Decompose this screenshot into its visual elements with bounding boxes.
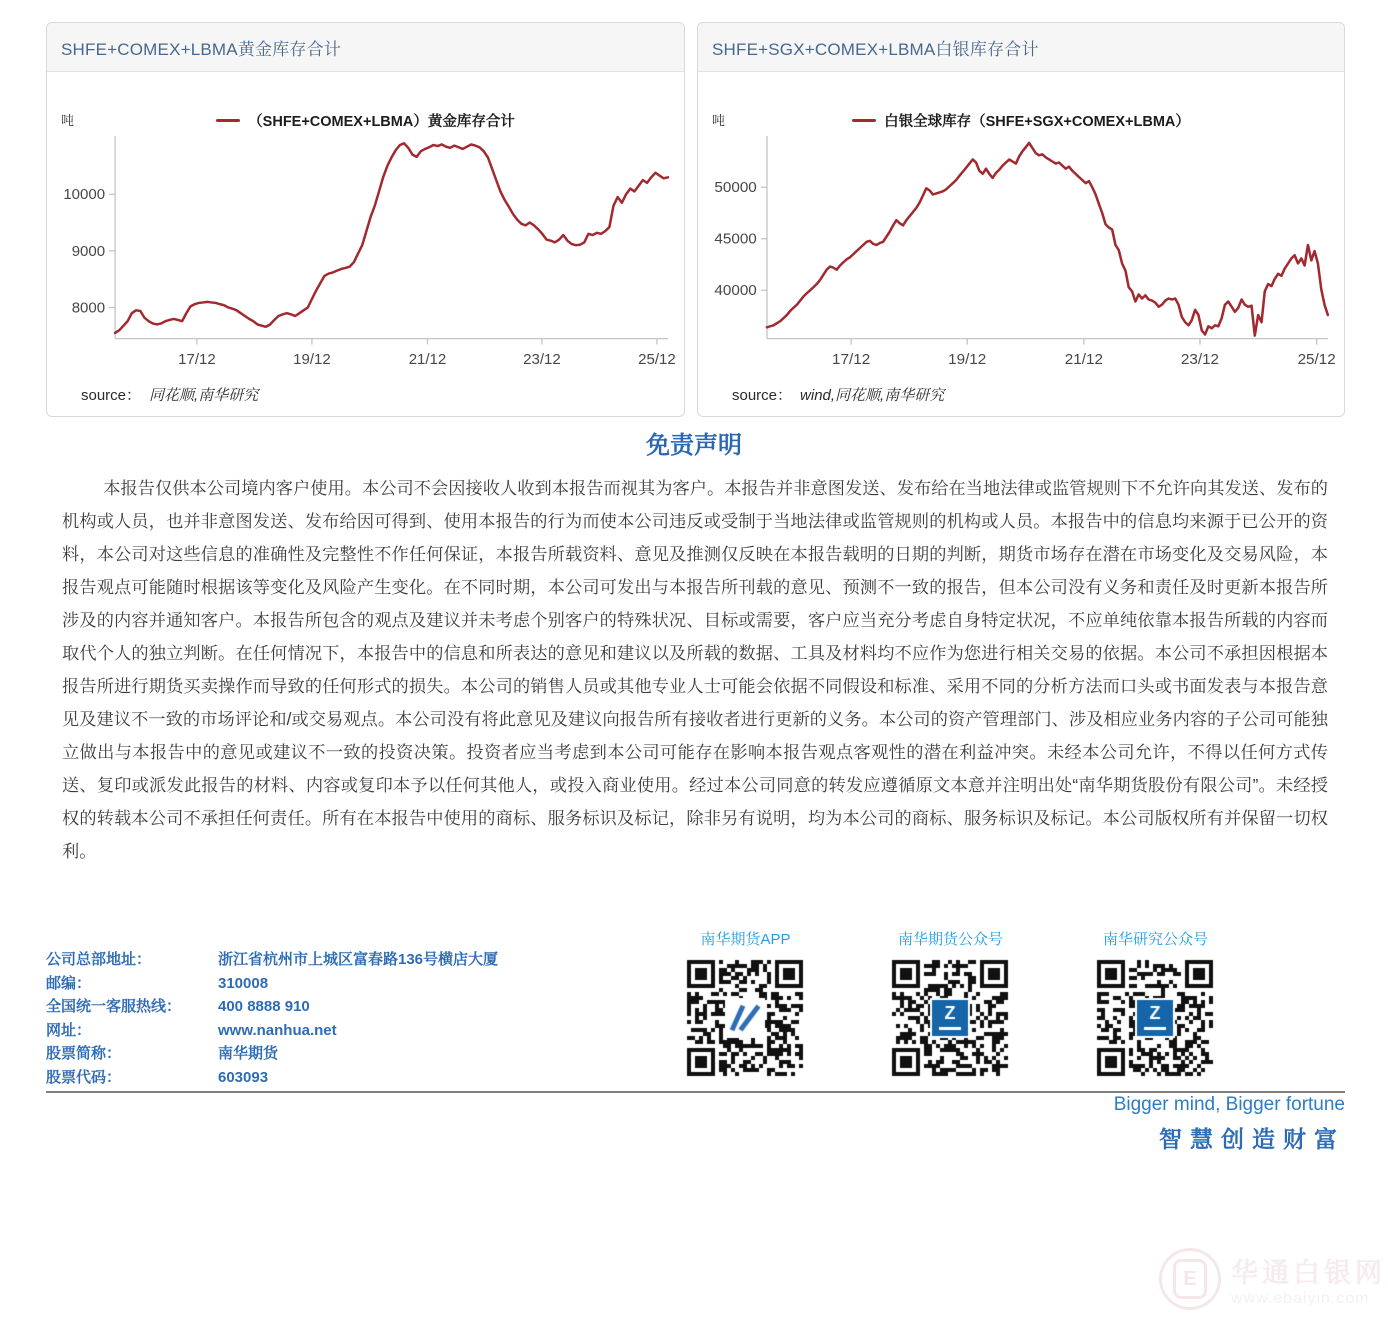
svg-text:45000: 45000 bbox=[714, 230, 757, 248]
gold-panel-title: SHFE+COMEX+LBMA黄金库存合计 bbox=[47, 23, 684, 72]
qr-code-image bbox=[1093, 956, 1217, 1080]
gold-panel-body bbox=[47, 72, 684, 405]
company-info-row bbox=[46, 1042, 606, 1066]
silver-legend-label: 白银全球库存（SHFE+SGX+COMEX+LBMA） bbox=[884, 113, 1190, 130]
watermark-name: 华通白银网 bbox=[1231, 1257, 1386, 1288]
company-info-value: 南华期货 bbox=[218, 1045, 279, 1062]
svg-text:21/12: 21/12 bbox=[1064, 351, 1103, 369]
silver-source-row bbox=[706, 384, 1336, 405]
svg-text:25/12: 25/12 bbox=[638, 352, 676, 369]
svg-text:23/12: 23/12 bbox=[523, 352, 561, 369]
company-info-label: 网址： bbox=[46, 1021, 92, 1039]
silver-panel-body bbox=[698, 72, 1344, 405]
footer-divider bbox=[46, 1091, 1345, 1093]
silver-unit-label: 吨 bbox=[712, 113, 726, 128]
gold-inventory-chart bbox=[55, 132, 676, 380]
qr-code-group bbox=[683, 928, 1218, 1080]
svg-text:17/12: 17/12 bbox=[832, 351, 871, 369]
gold-legend bbox=[55, 110, 676, 130]
svg-text:8000: 8000 bbox=[71, 300, 106, 317]
svg-text:50000: 50000 bbox=[714, 179, 757, 197]
svg-text:19/12: 19/12 bbox=[293, 352, 331, 369]
watermark-logo-letter: E bbox=[1173, 1259, 1207, 1299]
silver-inventory-chart bbox=[706, 132, 1336, 380]
watermark-logo bbox=[1159, 1248, 1221, 1310]
svg-text:9000: 9000 bbox=[71, 243, 106, 260]
svg-text:40000: 40000 bbox=[714, 282, 757, 300]
slogan-english: Bigger mind, Bigger fortune bbox=[1113, 1094, 1345, 1115]
company-info-value: www.nanhua.net bbox=[218, 1021, 337, 1039]
svg-text:17/12: 17/12 bbox=[178, 352, 216, 369]
qr-label: 南华研究公众号 bbox=[1102, 931, 1208, 948]
svg-text:23/12: 23/12 bbox=[1180, 351, 1220, 369]
silver-legend-line-swatch bbox=[852, 119, 876, 122]
watermark-url: www.ebaiyin.com bbox=[1231, 1289, 1370, 1307]
company-info-label: 股票简称： bbox=[46, 1045, 122, 1062]
gold-inventory-panel bbox=[46, 22, 685, 417]
qr-code-image bbox=[888, 956, 1012, 1080]
charts-row bbox=[0, 0, 1388, 417]
qr-label: 南华期货APP bbox=[700, 931, 791, 948]
watermark-text bbox=[1231, 1251, 1386, 1308]
company-info-value: 浙江省杭州市上城区富春路136号横店大厦 bbox=[218, 951, 499, 968]
disclaimer-body: 本报告仅供本公司境内客户使用。本公司不会因接收人收到本报告而视其为客户。本报告并非意图发送、发布给在当地法律或监管规则下不允许向其发送、发布的机构或人员，也并非意图发送、发布给因可得到、使用本报告的行为而使本公司违反或受制于当地法律或监管规则的机构或人员。本报告中的信息均来源于已公开的资料，本公司对这些信息的准确性及完整性不作任何保证，本报告所载资料、意见及推测仅反映在本报告载明的日期的判断，期货市场存在潜在市场变化及交易风险，本报告观点可能随时根据该等变化及风险产生变化。在不同时期，本公司可发出与本报告所刊载的意见、预测不一致的报告，但本公司没有义务和责任及时更新本报告所涉及的内容并通知客户。本报告所包含的观点及建议并未考虑个别客户的特殊状况、目标或需要，客户应当充分考虑自身特定状况，不应单纯依靠本报告所载的内容而取代个人的独立判断。在任何情况下，本报告中的信息和所表达的意见和建议以及所载的数据、工具及材料均不应作为您进行相关交易的依据。本公司不承担因根据本报告所进行期货买卖操作而导致的任何形式的损失。本公司的销售人员或其他专业人士可能会依据不同假设和标准、采用不同的分析方法而口头或书面发表与本报告意见及建议不一致的市场评论和/或交易观点。本公司没有将此意见及建议向报告所有接收者进行更新的义务。本公司的资产管理部门、涉及相应业务内容的子公司可能独立做出与本报告中的意见或建议不一致的投资决策。投资者应当考虑到本公司可能存在影响本报告观点客观性的潜在利益冲突。未经本公司允许，不得以任何方式传送、复印或派发此报告的材料、内容或复印本予以任何其他人，或投入商业使用。经过本公司同意的转发应遵循原文本意并注明出处“南华期货股份有限公司”。未经授权的转载本公司不承担任何责任。所有在本报告中使用的商标、服务标识及标记，除非另有说明，均为本公司的商标、服务标识及标记。本公司版权所有并保留一切权利。 bbox=[62, 478, 1328, 861]
svg-text:21/12: 21/12 bbox=[408, 352, 447, 369]
silver-source-label: source： bbox=[732, 387, 793, 404]
company-info-row bbox=[46, 948, 606, 972]
slogan-chinese: 智慧创造财富 bbox=[1159, 1126, 1345, 1152]
slogans bbox=[46, 1094, 1345, 1154]
company-info-row bbox=[46, 1066, 606, 1090]
qr-block bbox=[683, 928, 808, 1080]
gold-legend-line-swatch bbox=[216, 119, 240, 122]
qr-block bbox=[888, 928, 1013, 1080]
company-info-value: 400 8888 910 bbox=[218, 998, 310, 1015]
disclaimer-title: 免责声明 bbox=[646, 432, 742, 459]
silver-inventory-panel bbox=[697, 22, 1345, 417]
company-info-row bbox=[46, 1019, 606, 1043]
company-info-block bbox=[46, 928, 606, 1089]
silver-source-value: wind,同花顺,南华研究 bbox=[800, 387, 945, 404]
gold-legend-label: （SHFE+COMEX+LBMA）黄金库存合计 bbox=[248, 113, 515, 130]
company-info-label: 公司总部地址： bbox=[46, 951, 152, 968]
qr-code-image bbox=[683, 956, 807, 1080]
company-info-row bbox=[46, 972, 606, 996]
footer-columns bbox=[46, 928, 1345, 1089]
watermark bbox=[1159, 1248, 1386, 1310]
silver-legend bbox=[706, 110, 1336, 130]
qr-block bbox=[1093, 928, 1218, 1080]
qr-label: 南华期货公众号 bbox=[897, 931, 1003, 948]
company-info-label: 邮编： bbox=[46, 974, 92, 992]
silver-panel-title: SHFE+SGX+COMEX+LBMA白银库存合计 bbox=[698, 23, 1344, 72]
svg-text:25/12: 25/12 bbox=[1297, 351, 1336, 369]
company-info-value: 603093 bbox=[218, 1068, 269, 1086]
company-info-row bbox=[46, 995, 606, 1019]
gold-source-row bbox=[55, 384, 676, 405]
svg-text:10000: 10000 bbox=[63, 187, 106, 204]
svg-text:19/12: 19/12 bbox=[948, 351, 987, 369]
footer bbox=[0, 928, 1388, 1154]
company-info-value: 310008 bbox=[218, 974, 269, 992]
gold-source-label: source： bbox=[81, 387, 142, 404]
company-info-label: 股票代码： bbox=[46, 1068, 122, 1086]
company-info-label: 全国统一客服热线： bbox=[46, 998, 182, 1015]
gold-source-value: 同花顺,南华研究 bbox=[149, 387, 259, 404]
gold-unit-label: 吨 bbox=[61, 113, 75, 128]
